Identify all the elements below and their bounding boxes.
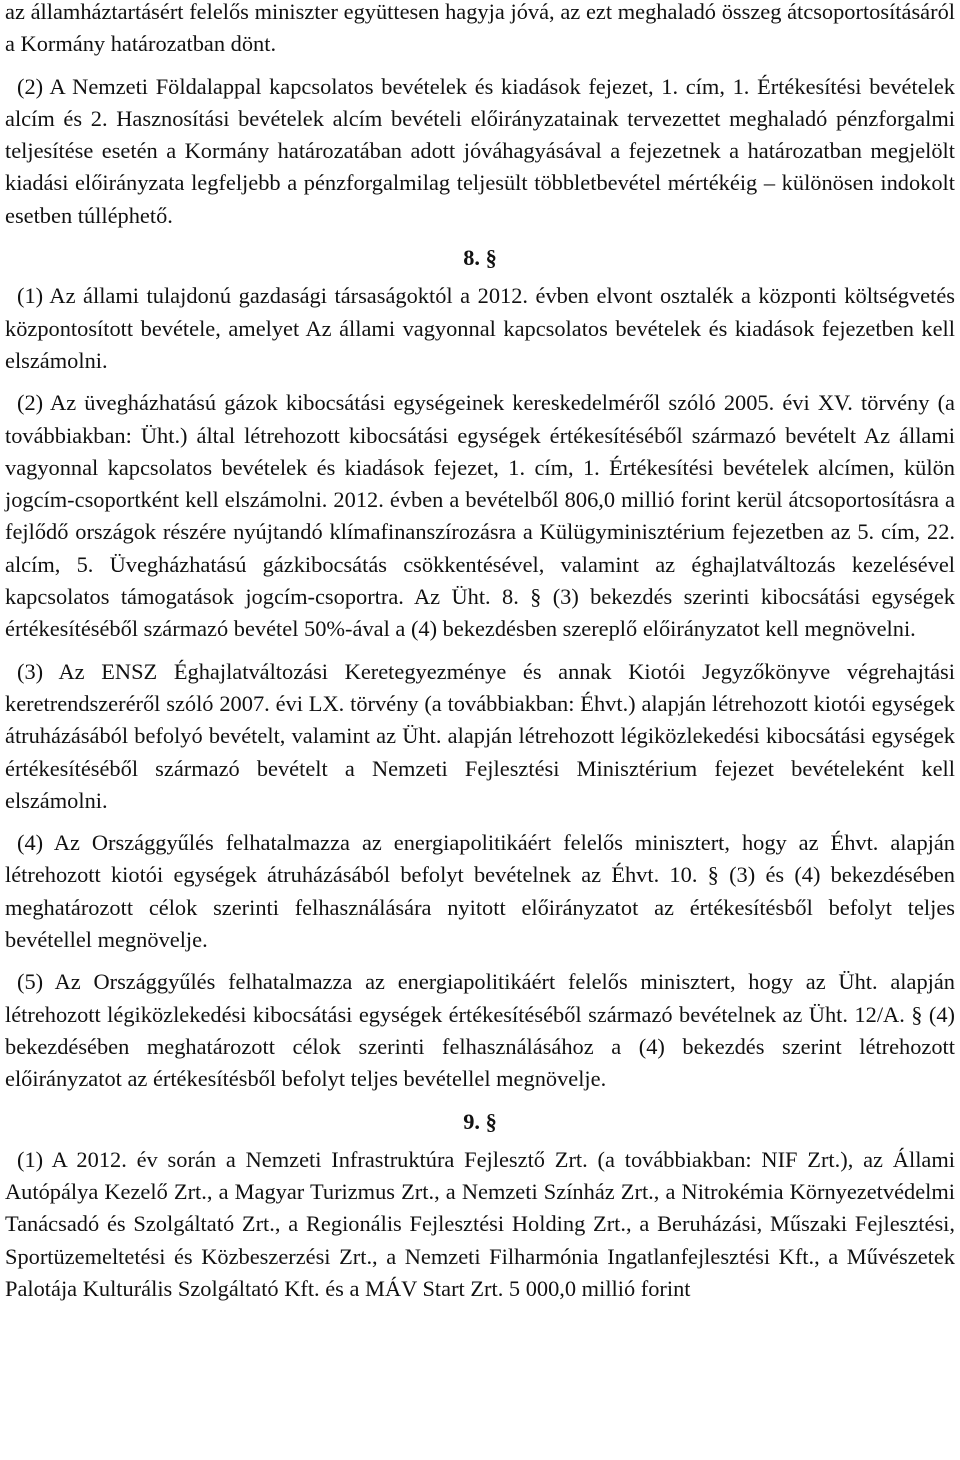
paragraph: (3) Az ENSZ Éghajlatváltozási Keretegyezménye és annak Kiotói Jegyzőkönyve végrehajtási keretrendszeréről szóló 2007. évi LX. törvény (a továbbiakban: Éhvt.) alapján létrehozott kiotói egységek átruházásából befolyó bevételt, valamint az Üht. alapján létrehozott légiközlekedési kibocsátási egységek értékesítéséből származó bevételt a Nemzeti Fejlesztési Minisztérium fejezet bevételeként kell elszámolni.	[5, 658, 955, 813]
paragraph: (4) Az Országgyűlés felhatalmazza az energiapolitikáért felelős minisztert, hogy az Éhvt. alapján létrehozott kiotói egységek átruházásából befolyt bevételnek az Éhvt. 10. § (3) és (4) bekezdésében meghatározott célok szerinti felhasználására nyitott előirányzatot az értékesítésből befolyt teljes bevétellel megnövelje.	[5, 830, 955, 953]
section-heading: 9. §	[463, 1108, 497, 1134]
paragraph: (1) Az állami tulajdonú gazdasági társaságoktól a 2012. évben elvont osztalék a központi költségvetés központosított bevétele, amelyet Az állami vagyonnal kapcsolatos bevételek és kiadások fejezetben kell elszámolni.	[5, 283, 955, 373]
paragraph: (2) A Nemzeti Földalappal kapcsolatos bevételek és kiadások fejezet, 1. cím, 1. Értékesítési bevételek alcím és 2. Hasznosítási bevételek alcím bevételi előirányzatainak tervezettet meghaladó pénzforgalmi teljesítése esetén a Kormány határozatában adott jóváhagyásával a fejezetnek a határozatban megjelölt kiadási előirányzata legfeljebb a pénzforgalmilag teljesült többletbevétel mértékéig – különösen indokolt esetben túlléphető.	[5, 73, 955, 228]
section-heading: 8. §	[463, 245, 497, 271]
paragraph: (1) A 2012. év során a Nemzeti Infrastruktúra Fejlesztő Zrt. (a továbbiakban: NIF Zrt.), az Állami Autópálya Kezelő Zrt., a Magyar Turizmus Zrt., a Nemzeti Színház Zrt., a Nitrokémia Környezetvédelmi Tanácsadó és Szolgáltató Zrt., a Regionális Fejlesztési Holding Zrt., a Beruházási, Műszaki Fejlesztési, Sportüzemeltetési és Közbeszerzési Zrt., a Nemzeti Filharmónia Ingatlanfejlesztési Kft., a Művészetek Palotája Kulturális Szolgáltató Kft. és a MÁV Start Zrt. 5 000,0 millió forint	[5, 1146, 955, 1301]
paragraph: az államháztartásért felelős miniszter együttesen hagyja jóvá, az ezt meghaladó összeg átcsoportosításáról a Kormány határozatban dönt.	[5, 0, 955, 57]
paragraph: (2) Az üvegházhatású gázok kibocsátási egységeinek kereskedelméről szóló 2005. évi XV. törvény (a továbbiakban: Üht.) által létrehozott kibocsátási egységek értékesítéséből származó bevételt Az állami vagyonnal kapcsolatos bevételek és kiadások fejezet, 1. cím, 1. Értékesítési bevételek alcímen, külön jogcím-csoportként kell elszámolni. 2012. évben a bevételből 806,0 millió forint kerül átcsoportosításra a fejlődő országok részére nyújtandó klímafinanszírozásra a Külügyminisztérium fejezetben az 5. cím, 22. alcím, 5. Üvegházhatású gázkibocsátás csökkentésével, valamint az éghajlatváltozás kezelésével kapcsolatos támogatások jogcím-csoportra. Az Üht. 8. § (3) bekezdés szerinti kibocsátási egységek értékesítéséből származó bevétel 50%-ával a (4) bekezdésben szereplő előirányzatot kell megnövelni.	[5, 390, 955, 642]
paragraph: (5) Az Országgyűlés felhatalmazza az energiapolitikáért felelős minisztert, hogy az Üht. alapján létrehozott légiközlekedési kibocsátási egységek értékesítéséből származó bevételnek az Üht. 12/A. § (4) bekezdésében meghatározott célok szerinti felhasználásához a (4) bekezdés szerint létrehozott előirányzatot az értékesítésből befolyt teljes bevétellel megnövelje.	[5, 969, 955, 1092]
document-page	[5, 0, 955, 1315]
